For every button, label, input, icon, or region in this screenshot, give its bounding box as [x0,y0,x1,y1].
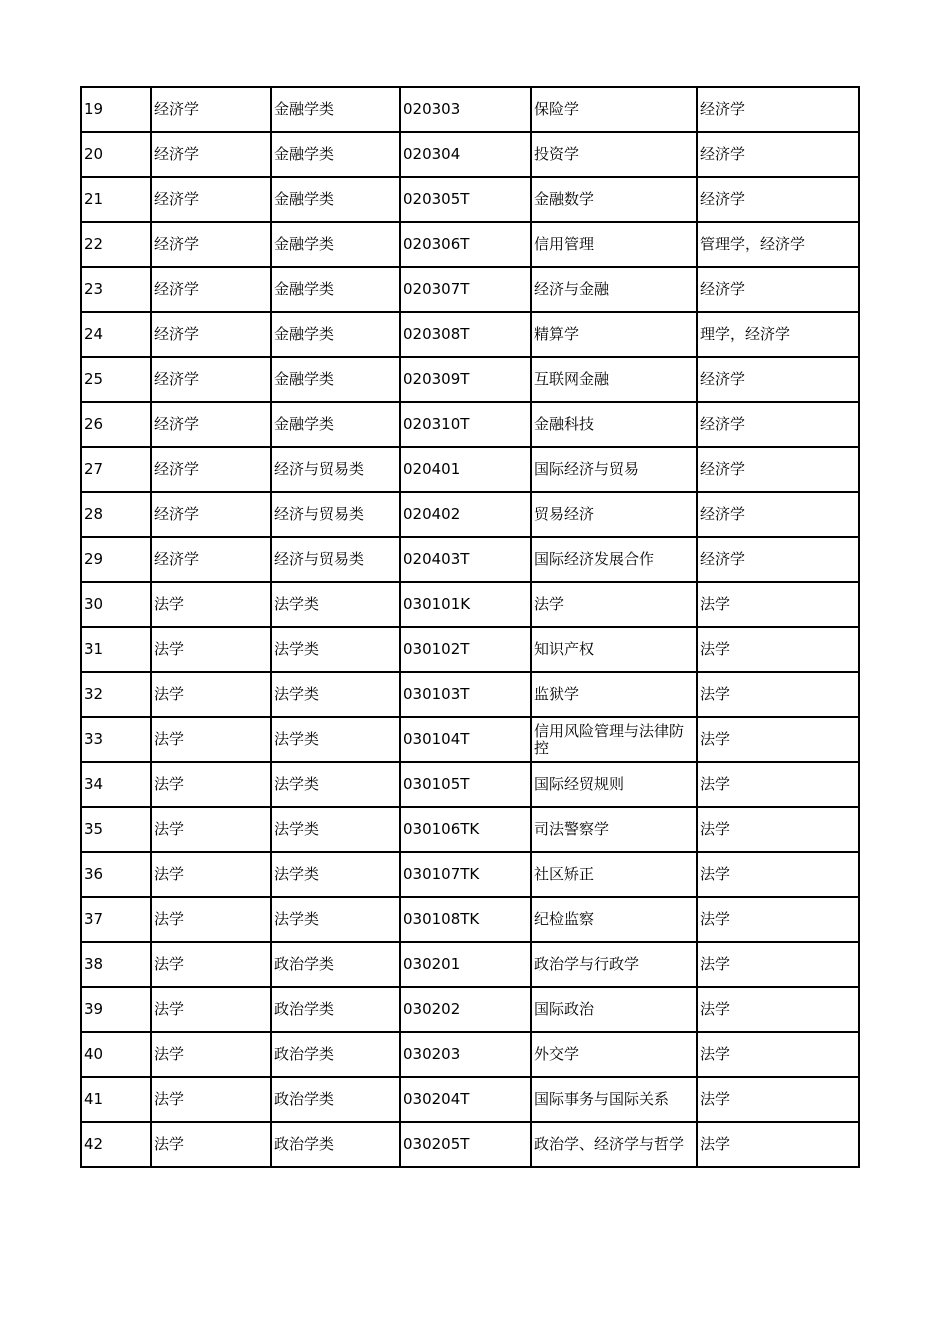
row-number-cell: 31 [81,627,151,672]
major-name-cell: 监狱学 [531,672,697,717]
row-number-cell: 19 [81,87,151,132]
table-row [81,1122,859,1167]
discipline-category-cell: 法学 [151,1077,271,1122]
major-name-cell: 贸易经济 [531,492,697,537]
major-code-cell: 030107TK [400,852,531,897]
row-number-cell: 35 [81,807,151,852]
discipline-category-cell: 经济学 [151,267,271,312]
row-number-cell: 42 [81,1122,151,1167]
degree-category-cell: 经济学 [697,357,859,402]
major-name-cell: 保险学 [531,87,697,132]
major-name-cell: 法学 [531,582,697,627]
major-class-cell: 金融学类 [271,312,400,357]
discipline-category-cell: 经济学 [151,132,271,177]
degree-category-cell: 法学 [697,627,859,672]
major-code-cell: 020305T [400,177,531,222]
discipline-category-cell: 经济学 [151,222,271,267]
major-code-cell: 030205T [400,1122,531,1167]
major-code-cell: 020309T [400,357,531,402]
major-class-cell: 法学类 [271,582,400,627]
degree-category-cell: 法学 [697,1032,859,1077]
discipline-category-cell: 经济学 [151,447,271,492]
row-number-cell: 38 [81,942,151,987]
degree-category-cell: 法学 [697,672,859,717]
degree-category-cell: 法学 [697,852,859,897]
table-row [81,1032,859,1077]
major-name-cell: 政治学、经济学与哲学 [531,1122,697,1167]
major-class-cell: 政治学类 [271,1032,400,1077]
major-code-cell: 020403T [400,537,531,582]
major-name-cell: 国际事务与国际关系 [531,1077,697,1122]
row-number-cell: 24 [81,312,151,357]
table-row [81,312,859,357]
major-class-cell: 金融学类 [271,267,400,312]
major-name-cell: 金融数学 [531,177,697,222]
major-name-cell: 精算学 [531,312,697,357]
major-name-cell: 国际政治 [531,987,697,1032]
major-code-cell: 020304 [400,132,531,177]
degree-category-cell: 法学 [697,807,859,852]
discipline-category-cell: 法学 [151,672,271,717]
degree-category-cell: 理学，经济学 [697,312,859,357]
major-code-cell: 030105T [400,762,531,807]
degree-category-cell: 法学 [697,942,859,987]
degree-category-cell: 法学 [697,987,859,1032]
major-class-cell: 法学类 [271,672,400,717]
discipline-category-cell: 经济学 [151,312,271,357]
degree-category-cell: 管理学，经济学 [697,222,859,267]
degree-category-cell: 法学 [697,1077,859,1122]
discipline-category-cell: 经济学 [151,177,271,222]
major-code-cell: 030106TK [400,807,531,852]
major-class-cell: 经济与贸易类 [271,492,400,537]
row-number-cell: 26 [81,402,151,447]
discipline-category-cell: 经济学 [151,492,271,537]
major-class-cell: 金融学类 [271,222,400,267]
row-number-cell: 21 [81,177,151,222]
major-name-cell: 国际经贸规则 [531,762,697,807]
discipline-category-cell: 法学 [151,807,271,852]
table-row [81,627,859,672]
major-name-cell: 金融科技 [531,402,697,447]
discipline-category-cell: 法学 [151,897,271,942]
row-number-cell: 27 [81,447,151,492]
row-number-cell: 22 [81,222,151,267]
major-class-cell: 经济与贸易类 [271,537,400,582]
major-name-cell: 投资学 [531,132,697,177]
row-number-cell: 29 [81,537,151,582]
table-row [81,132,859,177]
row-number-cell: 41 [81,1077,151,1122]
discipline-category-cell: 法学 [151,762,271,807]
row-number-cell: 30 [81,582,151,627]
row-number-cell: 23 [81,267,151,312]
row-number-cell: 37 [81,897,151,942]
table-row [81,267,859,312]
discipline-category-cell: 经济学 [151,87,271,132]
discipline-category-cell: 法学 [151,582,271,627]
major-code-cell: 020308T [400,312,531,357]
row-number-cell: 28 [81,492,151,537]
major-class-cell: 金融学类 [271,402,400,447]
table-row [81,87,859,132]
major-code-cell: 020306T [400,222,531,267]
row-number-cell: 25 [81,357,151,402]
discipline-category-cell: 经济学 [151,402,271,447]
discipline-category-cell: 法学 [151,852,271,897]
major-name-cell: 国际经济与贸易 [531,447,697,492]
major-name-cell: 信用风险管理与法律防控 [531,717,697,762]
major-code-cell: 020401 [400,447,531,492]
major-code-cell: 030102T [400,627,531,672]
discipline-category-cell: 法学 [151,717,271,762]
table-row [81,222,859,267]
degree-category-cell: 经济学 [697,492,859,537]
table-row [81,807,859,852]
row-number-cell: 33 [81,717,151,762]
major-class-cell: 金融学类 [271,87,400,132]
major-code-cell: 030201 [400,942,531,987]
table-row [81,942,859,987]
discipline-category-cell: 法学 [151,987,271,1032]
row-number-cell: 20 [81,132,151,177]
major-catalog-table [80,86,860,1168]
table-row [81,717,859,762]
degree-category-cell: 经济学 [697,402,859,447]
discipline-category-cell: 法学 [151,627,271,672]
major-name-cell: 社区矫正 [531,852,697,897]
table-row [81,762,859,807]
major-code-cell: 030101K [400,582,531,627]
major-class-cell: 政治学类 [271,942,400,987]
table-row [81,357,859,402]
row-number-cell: 39 [81,987,151,1032]
major-class-cell: 法学类 [271,717,400,762]
major-class-cell: 法学类 [271,897,400,942]
major-name-cell: 政治学与行政学 [531,942,697,987]
degree-category-cell: 法学 [697,582,859,627]
discipline-category-cell: 经济学 [151,357,271,402]
major-code-cell: 020303 [400,87,531,132]
major-class-cell: 政治学类 [271,1077,400,1122]
major-class-cell: 政治学类 [271,987,400,1032]
table-row [81,177,859,222]
table-row [81,582,859,627]
major-code-cell: 030204T [400,1077,531,1122]
table-row [81,492,859,537]
major-class-cell: 金融学类 [271,177,400,222]
table-row [81,447,859,492]
degree-category-cell: 经济学 [697,537,859,582]
major-class-cell: 金融学类 [271,357,400,402]
major-class-cell: 法学类 [271,627,400,672]
major-name-cell: 司法警察学 [531,807,697,852]
degree-category-cell: 经济学 [697,267,859,312]
table-row [81,402,859,447]
discipline-category-cell: 经济学 [151,537,271,582]
major-class-cell: 法学类 [271,762,400,807]
major-name-cell: 互联网金融 [531,357,697,402]
table-body [81,87,859,1167]
discipline-category-cell: 法学 [151,1122,271,1167]
degree-category-cell: 经济学 [697,177,859,222]
table-row [81,852,859,897]
major-name-cell: 经济与金融 [531,267,697,312]
degree-category-cell: 法学 [697,762,859,807]
major-name-cell: 信用管理 [531,222,697,267]
major-class-cell: 法学类 [271,807,400,852]
major-name-cell: 国际经济发展合作 [531,537,697,582]
major-class-cell: 政治学类 [271,1122,400,1167]
table-row [81,987,859,1032]
table-row [81,537,859,582]
major-code-cell: 030108TK [400,897,531,942]
row-number-cell: 36 [81,852,151,897]
table-row [81,897,859,942]
major-code-cell: 030202 [400,987,531,1032]
degree-category-cell: 法学 [697,717,859,762]
table-row [81,672,859,717]
row-number-cell: 34 [81,762,151,807]
major-name-cell: 知识产权 [531,627,697,672]
major-class-cell: 法学类 [271,852,400,897]
major-code-cell: 020307T [400,267,531,312]
degree-category-cell: 法学 [697,1122,859,1167]
row-number-cell: 40 [81,1032,151,1077]
degree-category-cell: 经济学 [697,132,859,177]
major-name-cell: 外交学 [531,1032,697,1077]
discipline-category-cell: 法学 [151,1032,271,1077]
major-code-cell: 020310T [400,402,531,447]
discipline-category-cell: 法学 [151,942,271,987]
major-class-cell: 金融学类 [271,132,400,177]
degree-category-cell: 经济学 [697,87,859,132]
major-code-cell: 030203 [400,1032,531,1077]
major-name-cell: 纪检监察 [531,897,697,942]
table-row [81,1077,859,1122]
major-code-cell: 020402 [400,492,531,537]
degree-category-cell: 法学 [697,897,859,942]
degree-category-cell: 经济学 [697,447,859,492]
row-number-cell: 32 [81,672,151,717]
major-class-cell: 经济与贸易类 [271,447,400,492]
major-code-cell: 030104T [400,717,531,762]
major-code-cell: 030103T [400,672,531,717]
